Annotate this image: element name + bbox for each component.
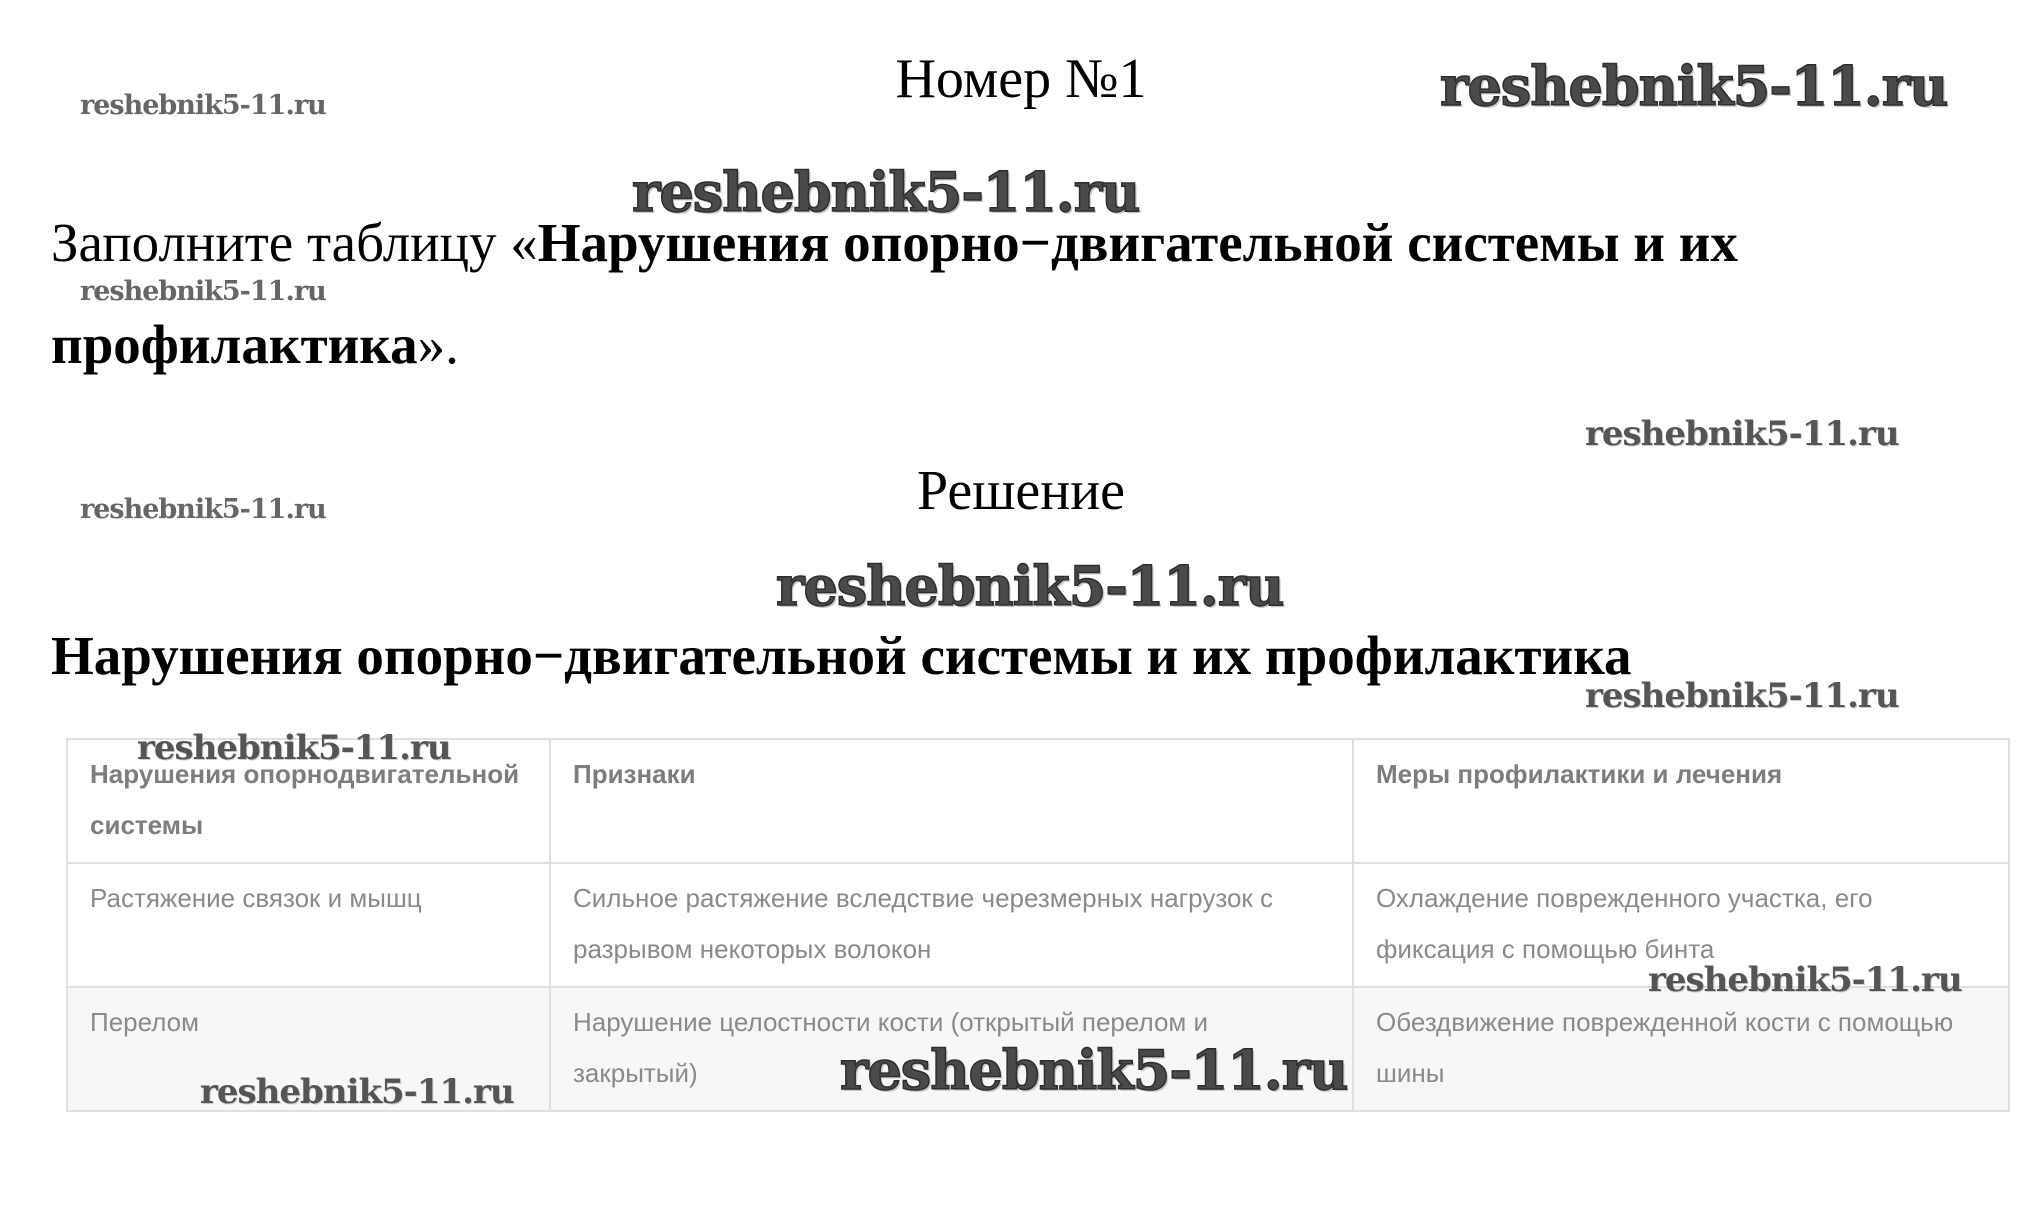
table-header-cell: Нарушения опорнодвигательной системы <box>67 739 550 863</box>
task-prefix: Заполните таблицу « <box>51 212 538 273</box>
solution-label: Решение <box>916 460 1126 522</box>
task-suffix: ». <box>417 314 459 375</box>
watermark: reshebnik5-11.ru <box>1440 54 1948 118</box>
watermark: reshebnik5-11.ru <box>80 90 326 121</box>
table-cell: Обездвижение поврежденной кости с помощью шины <box>1353 987 2009 1111</box>
table-header-cell: Признаки <box>550 739 1353 863</box>
watermark: reshebnik5-11.ru <box>632 160 1140 224</box>
task-bold-topic: Нарушения опорно−двигательной системы и их профилактика <box>51 212 1738 375</box>
table-cell: Перелом <box>67 987 550 1111</box>
watermark: reshebnik5-11.ru <box>776 554 1284 618</box>
watermark: reshebnik5-11.ru <box>80 276 326 307</box>
watermark: reshebnik5-11.ru <box>1585 676 1899 716</box>
watermark: reshebnik5-11.ru <box>1648 960 1962 1000</box>
table-cell: Нарушение целостности кости (открытый перелом и закрытый) <box>550 987 1353 1111</box>
watermark: reshebnik5-11.ru <box>1585 414 1899 454</box>
watermark: reshebnik5-11.ru <box>200 1072 514 1112</box>
table-heading: Нарушения опорно−двигательной системы и их профилактика <box>51 625 1632 686</box>
table-cell: Охлаждение поврежденного участка, его фиксация с помощью бинта <box>1353 863 2009 987</box>
watermark: reshebnik5-11.ru <box>80 494 326 525</box>
table-cell: Сильное растяжение вследствие черезмерных нагрузок с разрывом некоторых волокон <box>550 863 1353 987</box>
table-cell: Растяжение связок и мышц <box>67 863 550 987</box>
page-title: Номер №1 <box>895 48 1147 110</box>
watermark: reshebnik5-11.ru <box>137 728 451 768</box>
watermark: reshebnik5-11.ru <box>840 1038 1348 1102</box>
table-header-cell: Меры профилактики и лечения <box>1353 739 2009 863</box>
